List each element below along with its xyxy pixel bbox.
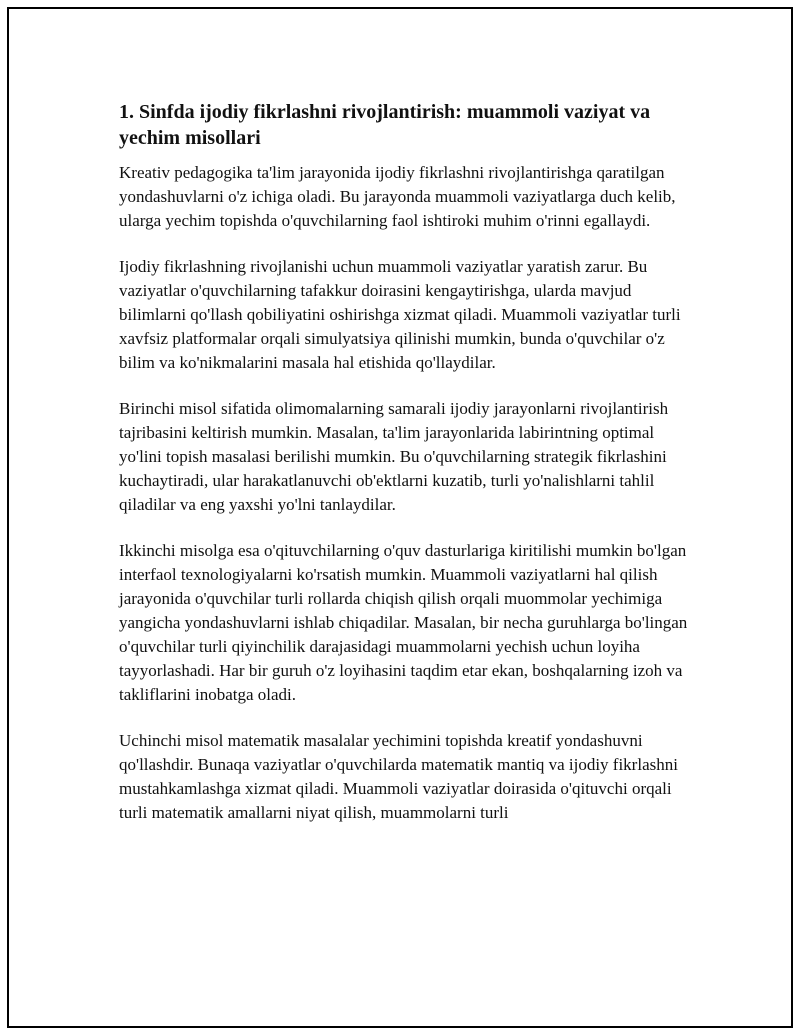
document-content xyxy=(119,99,699,847)
paragraph-4: Ikkinchi misolga esa o'qituvchilarning o'quv dasturlariga kiritilishi mumkin bo'lgan interfaol texnologiyalarni ko'rsatish mumkin. Muammoli vaziyatlarni hal qilish jarayonida o'quvchilar turli rollarda chiqish qilish orqali muommolar yechimiga yangicha yondashuvlarni ishlab chiqadilar. Masalan, bir necha guruhlarga bo'lingan o'quvchilar turli qiyinchilik darajasidagi muammolarni yechish uchun loyiha tayyorlashadi. Har bir guruh o'z loyihasini taqdim etar ekan, boshqalarning izoh va takliflarini inobatga oladi. xyxy=(119,541,688,704)
paragraph-1: Kreativ pedagogika ta'lim jarayonida ijodiy fikrlashni rivojlantirishga qaratilgan yondashuvlarni o'z ichiga oladi. Bu jarayonda muammoli vaziyatlarga duch kelib, ularga yechim topishda o'quvchilarning faol ishtiroki muhim o'rinni egallaydi. xyxy=(119,163,676,230)
paragraph-5: Uchinchi misol matematik masalalar yechimini topishda kreatif yondashuvni qo'llashdir. Bunaqa vaziyatlar o'quvchilarda matematik mantiq va ijodiy fikrlashni mustahkamlashga xizmat qiladi. Muammoli vaziyatlar doirasida o'qituvchi orqali turli matematik amallarni niyat qilish, muammolarni turli xyxy=(119,731,678,822)
section-heading: 1. Sinfda ijodiy fikrlashni rivojlantirish: muammoli vaziyat va yechim misollari xyxy=(119,101,651,149)
paragraph-3: Birinchi misol sifatida olimomalarning samarali ijodiy jarayonlarni rivojlantirish tajribasini keltirish mumkin. Masalan, ta'lim jarayonlarida labirintning optimal yo'lini topish masalasi berilishi mumkin. Bu o'quvchilarning strategik fikrlashini kuchaytiradi, ular harakatlanuvchi ob'ektlarni kuzatib, turli yo'nalishlarni tahlil qiladilar va eng yaxshi yo'lni tanlaydilar. xyxy=(119,399,669,514)
paragraph-2: Ijodiy fikrlashning rivojlanishi uchun muammoli vaziyatlar yaratish zarur. Bu vaziyatlar o'quvchilarning tafakkur doirasini kengaytirishga, ularda mavjud bilimlarni qo'llash qobiliyatini oshirishga xizmat qiladi. Muammoli vaziyatlar turli xavfsiz platformalar orqali simulyatsiya qilinishi mumkin, bunda o'quvchilar o'z bilim va ko'nikmalarini masala hal etishida qo'llaydilar. xyxy=(119,257,681,372)
page-frame xyxy=(7,7,793,1028)
